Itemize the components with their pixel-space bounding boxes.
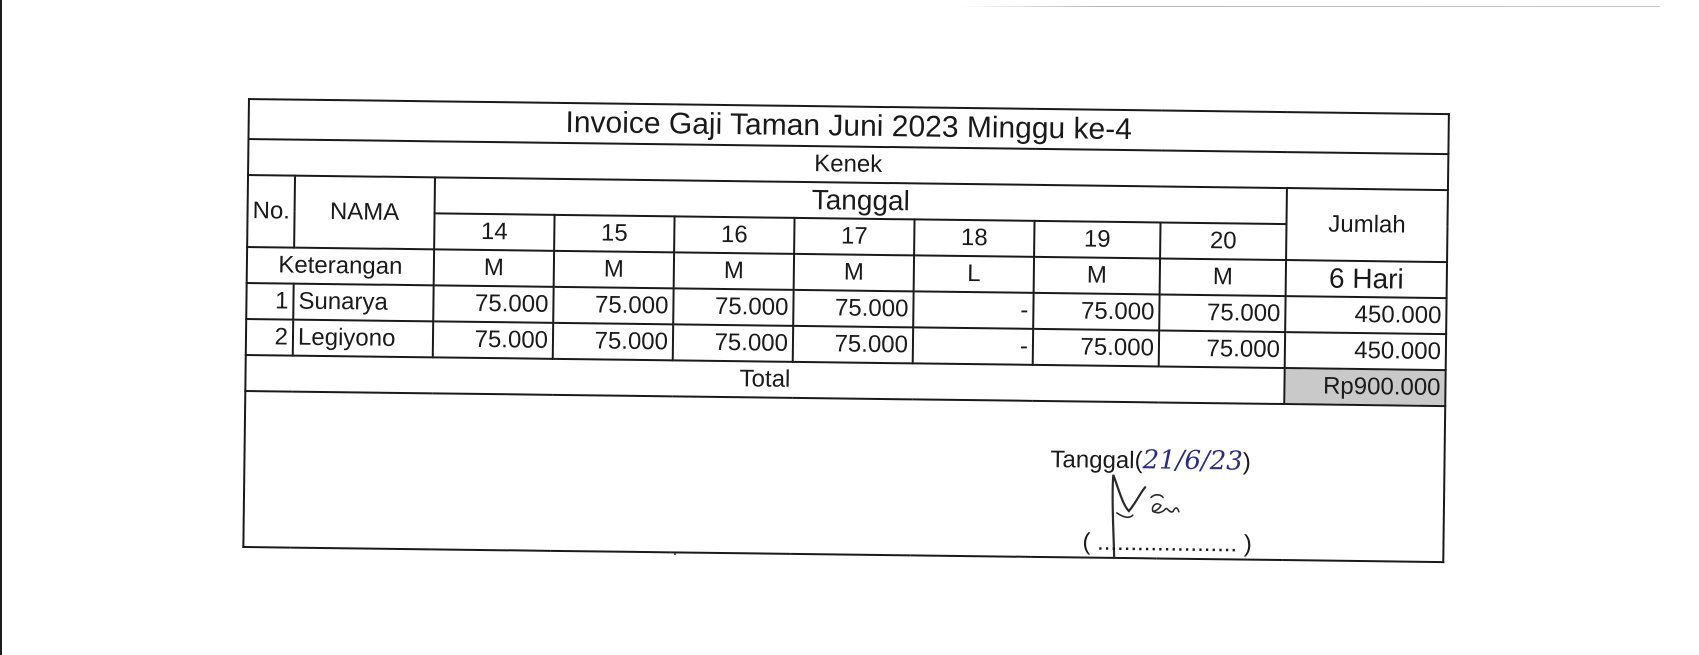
scan-speck	[674, 553, 676, 555]
row-number: 2	[246, 319, 293, 356]
header-jumlah: Jumlah	[1286, 188, 1448, 262]
wage-cell: 75.000	[553, 323, 673, 361]
date-label: Tanggal	[1050, 446, 1135, 475]
row-jumlah: 450.000	[1285, 296, 1446, 334]
date-close-paren: )	[1242, 448, 1251, 476]
total-days: 6 Hari	[1286, 260, 1447, 298]
day-cell: 20	[1160, 222, 1286, 260]
attendance-code: L	[914, 255, 1034, 293]
attendance-code: M	[794, 254, 914, 292]
wage-cell: -	[913, 291, 1033, 329]
day-cell: 15	[554, 215, 674, 253]
attendance-code: M	[1160, 258, 1286, 296]
attendance-code: M	[674, 252, 794, 290]
worker-name: Legiyono	[293, 320, 433, 358]
wage-cell: 75.000	[793, 326, 913, 364]
wage-cell: 75.000	[1033, 293, 1159, 331]
day-cell: 16	[674, 216, 794, 254]
row-jumlah: 450.000	[1285, 332, 1446, 370]
day-cell: 19	[1034, 221, 1160, 259]
date-open-paren: (	[1134, 447, 1143, 475]
wage-cell: 75.000	[1033, 329, 1159, 367]
day-cell: 17	[794, 218, 914, 256]
wage-cell: -	[913, 327, 1033, 365]
attendance-code: M	[434, 249, 554, 287]
day-cell: 18	[914, 219, 1034, 257]
invoice-subtitle: Kenek	[248, 139, 1448, 190]
wage-cell: 75.000	[553, 287, 673, 325]
attendance-code: M	[1034, 257, 1160, 295]
invoice-table	[242, 98, 1450, 563]
row-number: 1	[246, 283, 293, 320]
signature-row	[243, 391, 1445, 562]
signature-area	[243, 391, 1445, 562]
wage-cell: 75.000	[673, 324, 793, 362]
scan-artifact-line	[960, 6, 1660, 7]
header-no: No.	[247, 175, 295, 248]
wage-cell: 75.000	[433, 321, 553, 359]
header-nama: NAMA	[294, 176, 435, 250]
wage-cell: 75.000	[793, 290, 913, 328]
attendance-code: M	[554, 251, 674, 289]
signature-name-line: ( ..................... )	[1082, 528, 1253, 558]
day-cell: 14	[434, 213, 554, 251]
wage-cell: 75.000	[673, 288, 793, 326]
invoice-title: Invoice Gaji Taman Juni 2023 Minggu ke-4	[248, 99, 1448, 154]
keterangan-label: Keterangan	[247, 247, 434, 285]
handwritten-date: 21/6/23	[1142, 445, 1244, 477]
salary-invoice	[243, 98, 1448, 558]
total-label: Total	[245, 355, 1284, 404]
worker-name: Sunarya	[293, 284, 433, 322]
scan-page-edge	[0, 0, 2, 655]
wage-cell: 75.000	[433, 285, 553, 323]
total-value: Rp900.000	[1284, 368, 1445, 406]
wage-cell: 75.000	[1159, 330, 1285, 368]
wage-cell: 75.000	[1159, 294, 1285, 332]
header-tanggal: Tanggal	[435, 177, 1287, 224]
